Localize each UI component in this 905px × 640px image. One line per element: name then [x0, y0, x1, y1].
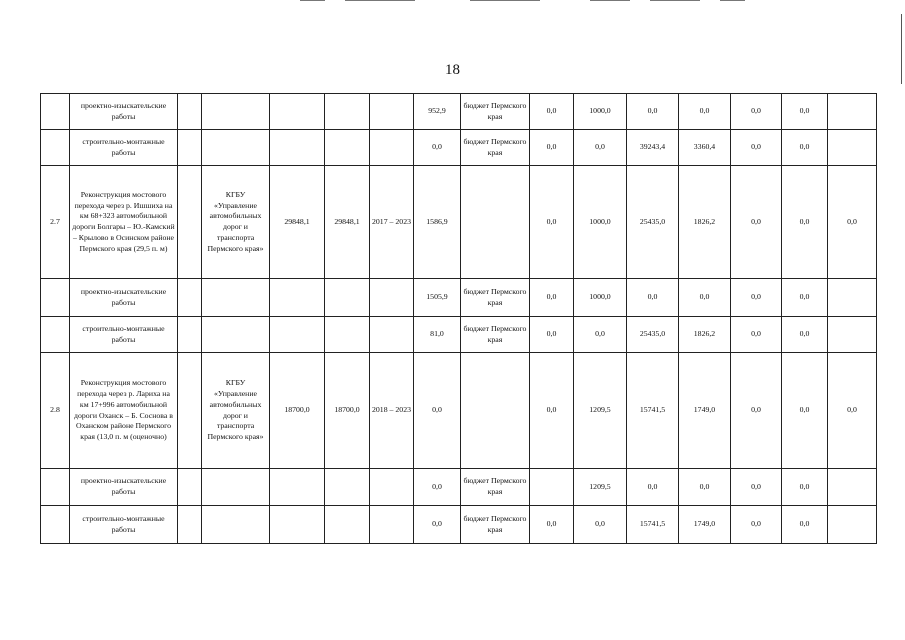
- spacer-cell: [178, 353, 202, 469]
- year-amount-cell: 0,0: [731, 317, 782, 353]
- object-name-cell: проектно-изыскательские работы: [70, 279, 178, 317]
- funding-source-cell: бюджет Пермского края: [461, 130, 530, 166]
- object-name-cell: проектно-изыскательские работы: [70, 94, 178, 130]
- object-name-cell: строительно-монтажные работы: [70, 130, 178, 166]
- customer-cell: [202, 130, 270, 166]
- estimated-cost-cell: 29848,1: [270, 166, 325, 279]
- total-amount-cell: 81,0: [414, 317, 461, 353]
- object-name-cell: проектно-изыскательские работы: [70, 469, 178, 506]
- funding-source-cell: бюджет Пермского края: [461, 279, 530, 317]
- funding-source-cell: [461, 353, 530, 469]
- table-row-works: [41, 279, 877, 317]
- year-amount-cell: 0,0: [627, 469, 679, 506]
- year-amount-cell: 0,0: [530, 166, 574, 279]
- estimated-cost-cell: [270, 506, 325, 544]
- spacer-cell: [178, 279, 202, 317]
- year-amount-cell: 0,0: [731, 353, 782, 469]
- customer-cell: [202, 279, 270, 317]
- row-number-cell: [41, 506, 70, 544]
- year-amount-cell: 25435,0: [627, 317, 679, 353]
- year-amount-cell: 1000,0: [574, 166, 627, 279]
- row-number-cell: 2.7: [41, 166, 70, 279]
- year-amount-cell: 0,0: [782, 317, 828, 353]
- period-cell: 2017 – 2023: [370, 166, 414, 279]
- table-row-object: [41, 353, 877, 469]
- table-row-works: [41, 130, 877, 166]
- year-amount-cell: 0,0: [782, 94, 828, 130]
- object-name-cell: строительно-монтажные работы: [70, 506, 178, 544]
- period-cell: 2018 – 2023: [370, 353, 414, 469]
- funding-source-cell: бюджет Пермского края: [461, 317, 530, 353]
- year-amount-cell: 0,0: [530, 353, 574, 469]
- funding-source-cell: бюджет Пермского края: [461, 506, 530, 544]
- year-amount-cell: 0,0: [828, 353, 877, 469]
- remaining-cost-cell: [325, 317, 370, 353]
- customer-cell: [202, 317, 270, 353]
- year-amount-cell: 1749,0: [679, 353, 731, 469]
- year-amount-cell: [530, 469, 574, 506]
- scan-edge-mark: [300, 0, 325, 1]
- spacer-cell: [178, 166, 202, 279]
- year-amount-cell: 0,0: [530, 506, 574, 544]
- total-amount-cell: 1586,9: [414, 166, 461, 279]
- estimated-cost-cell: [270, 317, 325, 353]
- table-body: [41, 94, 877, 544]
- row-number-cell: 2.8: [41, 353, 70, 469]
- object-name-cell: Реконструкция мостового перехода через р. Лариха на км 17+996 автомобильной дороги Оханск – Б. Соснова в Оханском районе Пермского края (13,0 п. м (оценочно): [70, 353, 178, 469]
- year-amount-cell: 0,0: [731, 506, 782, 544]
- year-amount-cell: 1209,5: [574, 469, 627, 506]
- year-amount-cell: 0,0: [782, 130, 828, 166]
- year-amount-cell: 25435,0: [627, 166, 679, 279]
- object-name-cell: строительно-монтажные работы: [70, 317, 178, 353]
- estimated-cost-cell: [270, 130, 325, 166]
- total-amount-cell: 0,0: [414, 353, 461, 469]
- total-amount-cell: 0,0: [414, 130, 461, 166]
- year-amount-cell: 15741,5: [627, 506, 679, 544]
- total-amount-cell: 952,9: [414, 94, 461, 130]
- program-table: [40, 93, 877, 544]
- funding-source-cell: [461, 166, 530, 279]
- year-amount-cell: 1209,5: [574, 353, 627, 469]
- year-amount-cell: 0,0: [679, 94, 731, 130]
- scan-edge-mark: [470, 0, 540, 1]
- year-amount-cell: 0,0: [828, 166, 877, 279]
- year-amount-cell: 0,0: [782, 279, 828, 317]
- year-amount-cell: 0,0: [627, 94, 679, 130]
- remaining-cost-cell: [325, 506, 370, 544]
- year-amount-cell: 39243,4: [627, 130, 679, 166]
- total-amount-cell: 1505,9: [414, 279, 461, 317]
- period-cell: [370, 506, 414, 544]
- year-amount-cell: [828, 279, 877, 317]
- page-number: 18: [445, 62, 460, 78]
- remaining-cost-cell: [325, 279, 370, 317]
- customer-cell: [202, 94, 270, 130]
- remaining-cost-cell: [325, 130, 370, 166]
- year-amount-cell: 0,0: [530, 317, 574, 353]
- year-amount-cell: [828, 469, 877, 506]
- spacer-cell: [178, 469, 202, 506]
- year-amount-cell: 0,0: [782, 506, 828, 544]
- year-amount-cell: 0,0: [574, 130, 627, 166]
- estimated-cost-cell: [270, 94, 325, 130]
- spacer-cell: [178, 317, 202, 353]
- year-amount-cell: 1749,0: [679, 506, 731, 544]
- year-amount-cell: 1000,0: [574, 279, 627, 317]
- period-cell: [370, 94, 414, 130]
- row-number-cell: [41, 279, 70, 317]
- estimated-cost-cell: [270, 279, 325, 317]
- table-row-works: [41, 94, 877, 130]
- year-amount-cell: [828, 317, 877, 353]
- year-amount-cell: 0,0: [731, 166, 782, 279]
- spacer-cell: [178, 130, 202, 166]
- year-amount-cell: 3360,4: [679, 130, 731, 166]
- total-amount-cell: 0,0: [414, 469, 461, 506]
- spacer-cell: [178, 506, 202, 544]
- estimated-cost-cell: [270, 469, 325, 506]
- row-number-cell: [41, 469, 70, 506]
- estimated-cost-cell: 18700,0: [270, 353, 325, 469]
- customer-cell: КГБУ «Управление автомобильных дорог и транспорта Пермского края»: [202, 353, 270, 469]
- customer-cell: КГБУ «Управление автомобильных дорог и транспорта Пермского края»: [202, 166, 270, 279]
- customer-cell: [202, 506, 270, 544]
- year-amount-cell: 1826,2: [679, 317, 731, 353]
- year-amount-cell: [828, 130, 877, 166]
- customer-cell: [202, 469, 270, 506]
- remaining-cost-cell: 18700,0: [325, 353, 370, 469]
- remaining-cost-cell: [325, 469, 370, 506]
- scan-edge-mark: [720, 0, 745, 1]
- remaining-cost-cell: 29848,1: [325, 166, 370, 279]
- year-amount-cell: 0,0: [679, 279, 731, 317]
- object-name-cell: Реконструкция мостового перехода через р. Ишшиха на км 68+323 автомобильной дороги Болгары – Ю.-Камский – Крылово в Осинском районе Пермского края (29,5 п. м): [70, 166, 178, 279]
- row-number-cell: [41, 94, 70, 130]
- year-amount-cell: 0,0: [731, 469, 782, 506]
- year-amount-cell: 15741,5: [627, 353, 679, 469]
- period-cell: [370, 469, 414, 506]
- scan-edge-mark: [590, 0, 630, 1]
- year-amount-cell: 1826,2: [679, 166, 731, 279]
- year-amount-cell: 0,0: [574, 506, 627, 544]
- table-row-works: [41, 317, 877, 353]
- row-number-cell: [41, 317, 70, 353]
- year-amount-cell: 0,0: [530, 279, 574, 317]
- year-amount-cell: 0,0: [782, 166, 828, 279]
- year-amount-cell: 0,0: [731, 94, 782, 130]
- table-row-works: [41, 469, 877, 506]
- period-cell: [370, 130, 414, 166]
- year-amount-cell: 0,0: [731, 279, 782, 317]
- scan-edge-mark: [650, 0, 700, 1]
- year-amount-cell: [828, 506, 877, 544]
- scan-edge-mark: [345, 0, 415, 1]
- funding-source-cell: бюджет Пермского края: [461, 94, 530, 130]
- period-cell: [370, 279, 414, 317]
- year-amount-cell: 0,0: [782, 469, 828, 506]
- row-number-cell: [41, 130, 70, 166]
- period-cell: [370, 317, 414, 353]
- year-amount-cell: [828, 94, 877, 130]
- table-row-object: [41, 166, 877, 279]
- funding-source-cell: бюджет Пермского края: [461, 469, 530, 506]
- year-amount-cell: 0,0: [574, 317, 627, 353]
- year-amount-cell: 0,0: [627, 279, 679, 317]
- spacer-cell: [178, 94, 202, 130]
- year-amount-cell: 0,0: [731, 130, 782, 166]
- year-amount-cell: 0,0: [530, 130, 574, 166]
- year-amount-cell: 0,0: [782, 353, 828, 469]
- table-row-works: [41, 506, 877, 544]
- year-amount-cell: 0,0: [530, 94, 574, 130]
- year-amount-cell: 1000,0: [574, 94, 627, 130]
- total-amount-cell: 0,0: [414, 506, 461, 544]
- year-amount-cell: 0,0: [679, 469, 731, 506]
- remaining-cost-cell: [325, 94, 370, 130]
